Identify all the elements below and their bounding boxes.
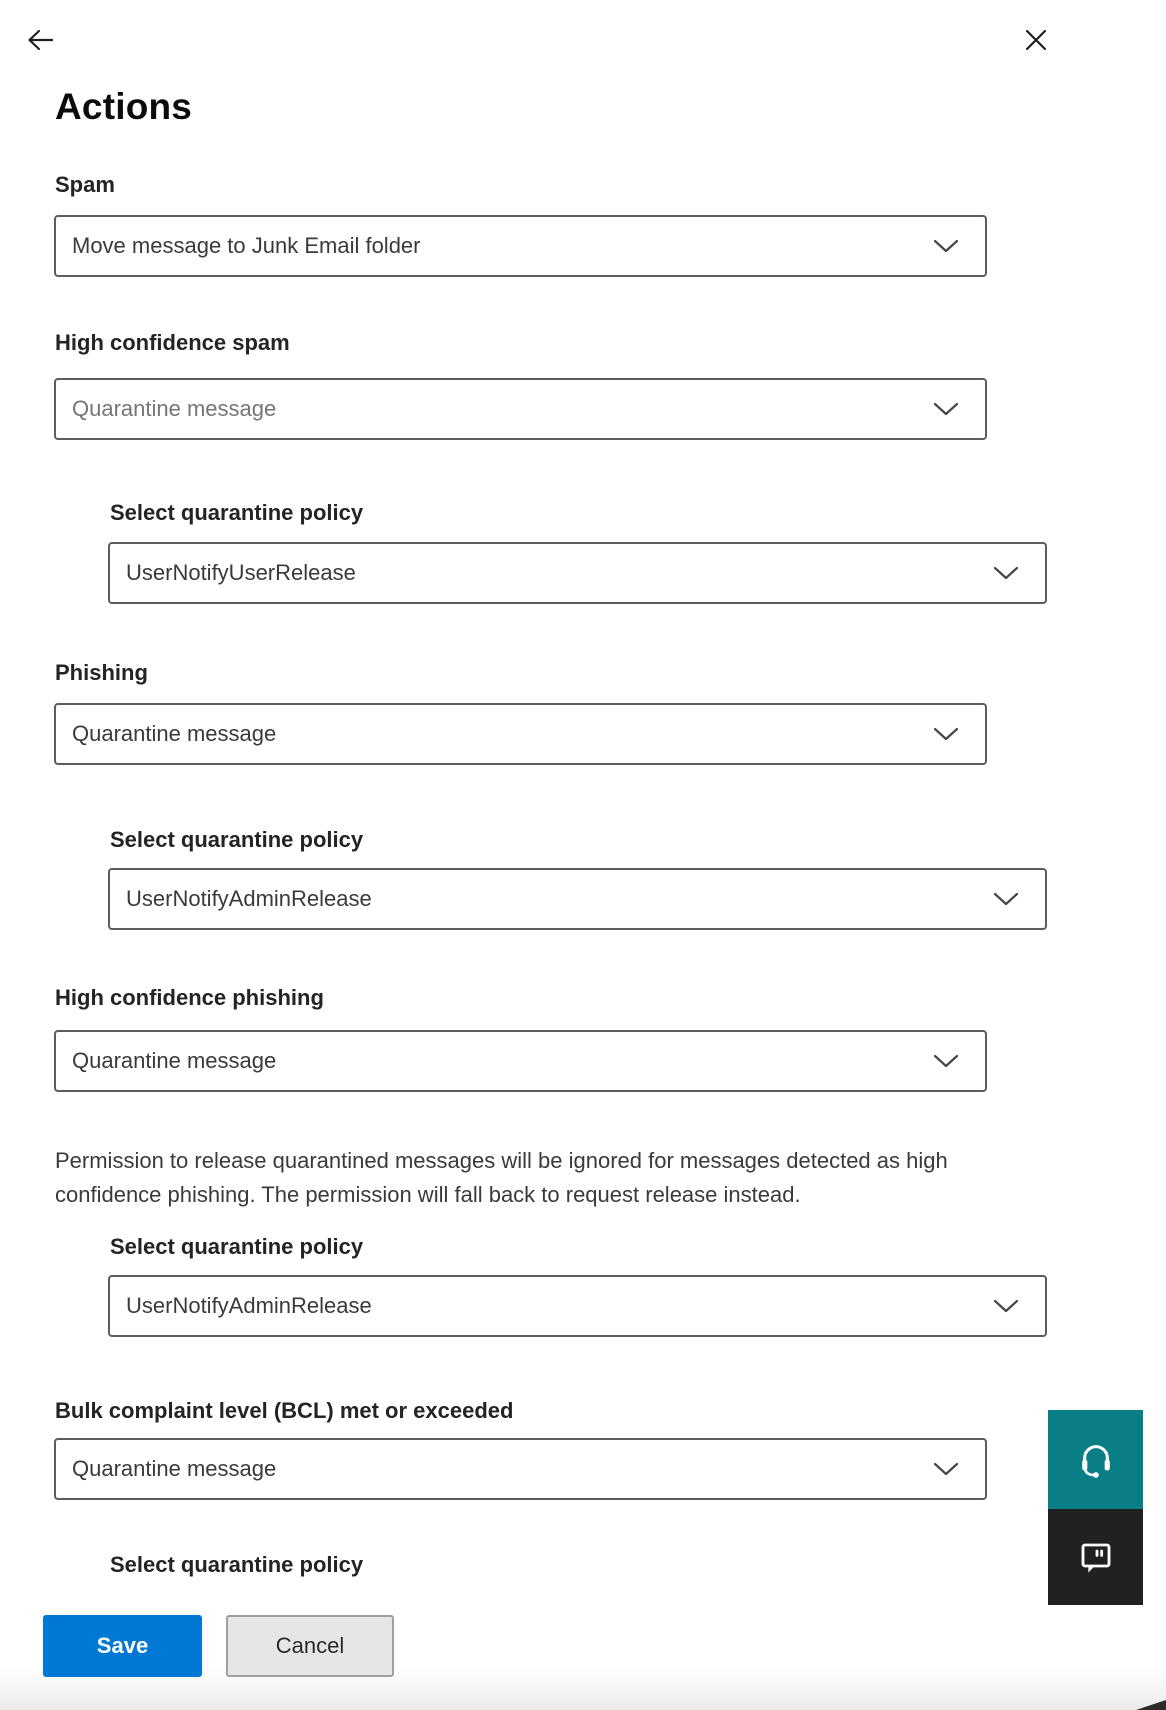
phishing-select-quarantine-policy-label: Select quarantine policy [110, 827, 364, 852]
high-confidence-spam-action-dropdown[interactable] [54, 378, 987, 440]
hcp-select-quarantine-policy-label: Select quarantine policy [110, 1234, 364, 1259]
page-title: Actions [55, 86, 193, 127]
phishing-action-dropdown[interactable] [54, 703, 987, 765]
hcs-select-quarantine-policy-label: Select quarantine policy [110, 500, 364, 525]
bcl-action-dropdown[interactable] [54, 1438, 987, 1500]
chevron-down-icon [933, 727, 959, 741]
chevron-down-icon [993, 566, 1019, 580]
dropdown-value: UserNotifyAdminRelease [126, 1293, 372, 1318]
dropdown-value: Quarantine message [72, 1048, 277, 1073]
back-button[interactable] [20, 20, 60, 60]
chevron-down-icon [993, 1299, 1019, 1313]
footer-bar [0, 1578, 1166, 1710]
arrow-left-icon [23, 23, 57, 57]
hcp-quarantine-policy-dropdown[interactable] [108, 1275, 1047, 1337]
cancel-button[interactable]: Cancel [226, 1615, 394, 1677]
bcl-select-quarantine-policy-label: Select quarantine policy [110, 1552, 364, 1577]
high-confidence-phishing-label: High confidence phishing [55, 985, 324, 1010]
feedback-button[interactable] [1048, 1509, 1143, 1605]
corner-resize-wedge [1136, 1700, 1166, 1710]
phishing-label: Phishing [55, 660, 148, 685]
dropdown-value: Quarantine message [72, 1456, 277, 1481]
feedback-bubble-icon [1076, 1537, 1116, 1577]
high-confidence-phishing-action-dropdown[interactable] [54, 1030, 987, 1092]
headset-icon [1076, 1440, 1116, 1480]
help-support-button[interactable] [1048, 1410, 1143, 1509]
dropdown-value: UserNotifyUserRelease [126, 560, 356, 585]
high-confidence-spam-label: High confidence spam [55, 330, 290, 355]
dropdown-value: Quarantine message [72, 396, 277, 421]
phishing-quarantine-policy-dropdown[interactable] [108, 868, 1047, 930]
bcl-label: Bulk complaint level (BCL) met or exceeded [55, 1398, 514, 1423]
hcp-permission-note: Permission to release quarantined messages will be ignored for messages detected as high confidence phishing. The permission will fall back to request release instead. [55, 1148, 948, 1207]
spam-label: Spam [55, 172, 115, 197]
chevron-down-icon [933, 239, 959, 253]
chevron-down-icon [933, 1462, 959, 1476]
chevron-down-icon [933, 1054, 959, 1068]
dropdown-value: UserNotifyAdminRelease [126, 886, 372, 911]
save-button[interactable]: Save [43, 1615, 202, 1677]
close-icon [1020, 24, 1052, 56]
close-button[interactable] [1016, 20, 1056, 60]
chevron-down-icon [993, 892, 1019, 906]
dropdown-value: Quarantine message [72, 721, 277, 746]
chevron-down-icon [933, 402, 959, 416]
dropdown-value: Move message to Junk Email folder [72, 233, 421, 258]
hcs-quarantine-policy-dropdown[interactable] [108, 542, 1047, 604]
spam-action-dropdown[interactable] [54, 215, 987, 277]
